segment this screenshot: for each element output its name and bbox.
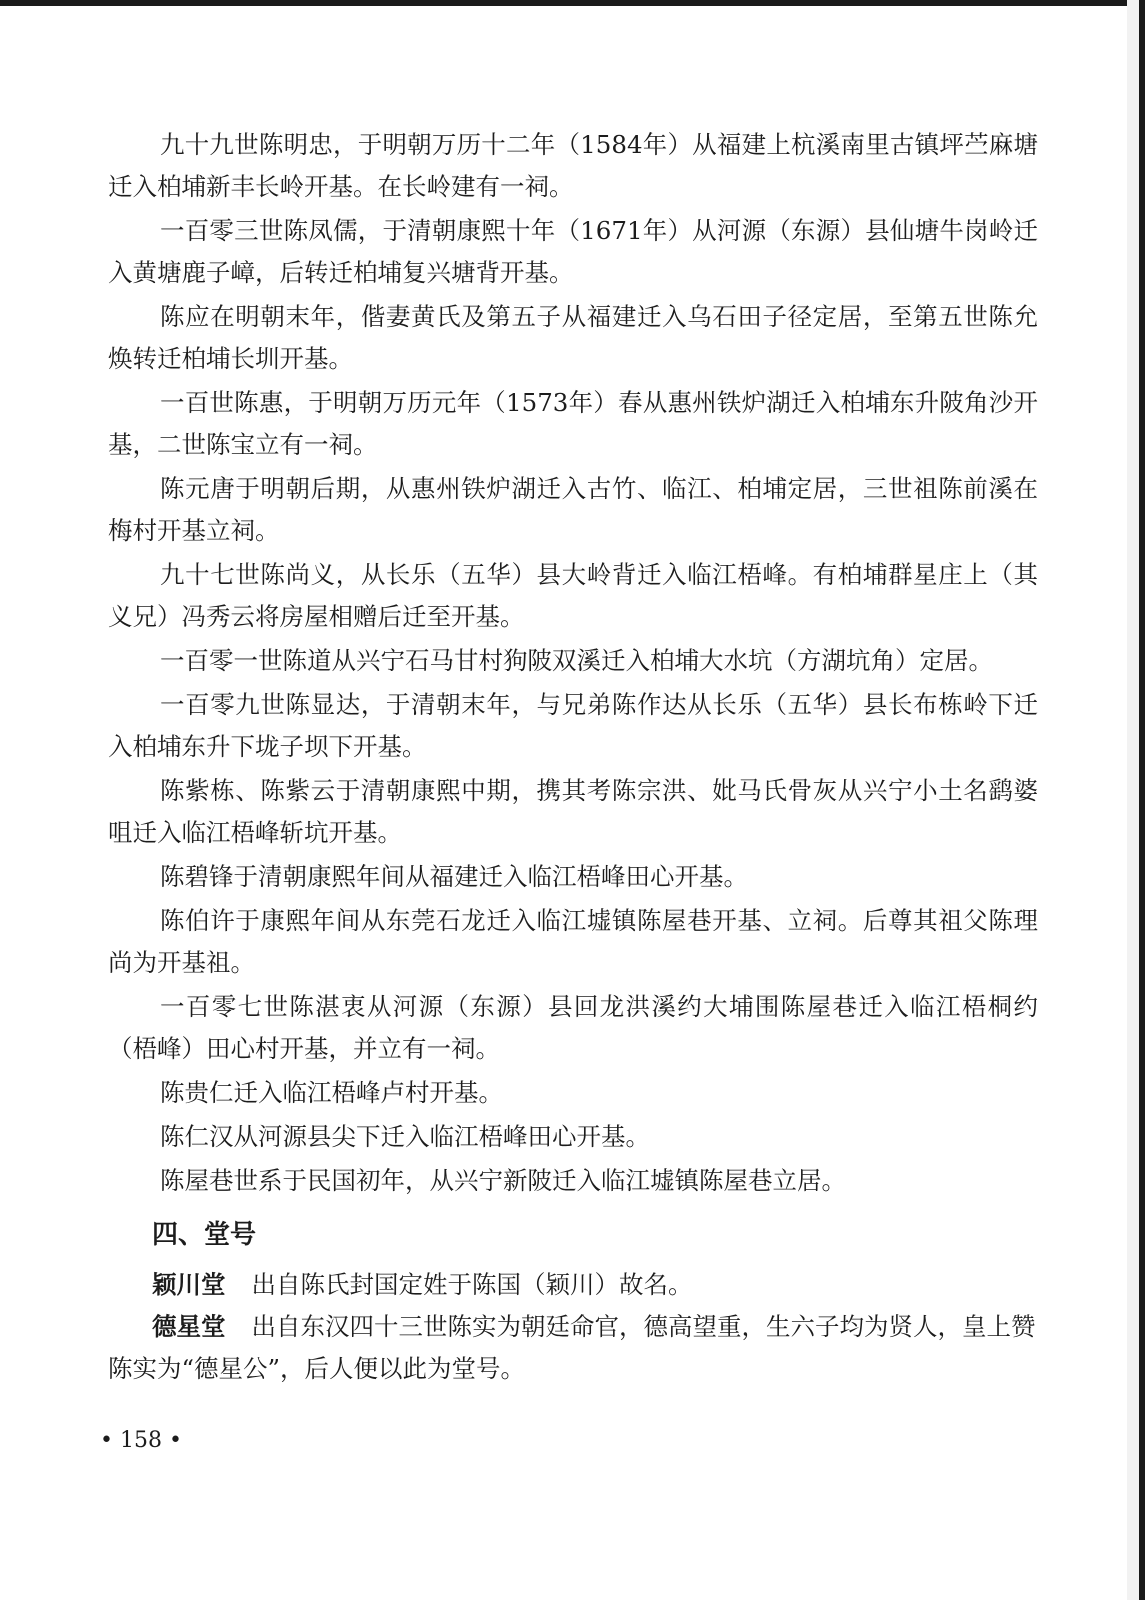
paragraph: 一百零七世陈湛衷从河源（东源）县回龙洪溪约大埔围陈屋巷迁入临江梧桐约（梧峰）田心村开基，并立有一祠。	[108, 992, 1038, 1063]
paragraph: 陈屋巷世系于民国初年，从兴宁新陂迁入临江墟镇陈屋巷立居。	[160, 1166, 846, 1195]
page-number: • 158 •	[100, 1428, 182, 1453]
paragraph: 陈元唐于明朝后期，从惠州铁炉湖迁入古竹、临江、柏埔定居，三世祖陈前溪在梅村开基立祠。	[108, 474, 1038, 545]
section-heading: 四、堂号	[152, 1220, 257, 1250]
paragraph: 一百零一世陈道从兴宁石马甘村狗陂双溪迁入柏埔大水坑（方湖坑角）定居。	[160, 646, 993, 675]
hall-name-entry	[108, 1264, 1038, 1306]
scan-right-edge	[1127, 0, 1145, 1600]
paragraph: 陈仁汉从河源县尖下迁入临江梧峰田心开基。	[160, 1122, 650, 1151]
hall-name: 德星堂	[152, 1312, 226, 1341]
paragraph: 陈贵仁迁入临江梧峰卢村开基。	[160, 1078, 503, 1107]
paragraph: 九十七世陈尚义，从长乐（五华）县大岭背迁入临江梧峰。有柏埔群星庄上（其义兄）冯秀云将房屋相赠后迁至开基。	[108, 560, 1038, 631]
paragraph: 一百零九世陈显达，于清朝末年，与兄弟陈作达从长乐（五华）县长布栋岭下迁入柏埔东升下垅子坝下开基。	[108, 690, 1038, 761]
paragraph: 陈紫栋、陈紫云于清朝康熙中期，携其考陈宗洪、妣马氏骨灰从兴宁小土名鹞婆咀迁入临江梧峰斩坑开基。	[108, 776, 1038, 847]
paragraph: 九十九世陈明忠，于明朝万历十二年（1584年）从福建上杭溪南里古镇坪苎麻塘迁入柏埔新丰长岭开基。在长岭建有一祠。	[108, 130, 1038, 201]
paragraph: 一百零三世陈凤儒，于清朝康熙十年（1671年）从河源（东源）县仙塘牛岗岭迁入黄塘鹿子嶂，后转迁柏埔复兴塘背开基。	[108, 216, 1038, 287]
hall-name-entry	[108, 1306, 1038, 1390]
hall-description: 出自东汉四十三世陈实为朝廷命官，德高望重，生六子均为贤人，皇上赞陈实为“德星公”，后人便以此为堂号。	[108, 1312, 1036, 1383]
paragraph: 陈应在明朝末年，偕妻黄氏及第五子从福建迁入乌石田子径定居，至第五世陈允焕转迁柏埔长圳开基。	[108, 302, 1038, 373]
paragraph: 陈碧锋于清朝康熙年间从福建迁入临江梧峰田心开基。	[160, 862, 748, 891]
scan-top-edge	[0, 0, 1145, 6]
paragraph: 陈伯许于康熙年间从东莞石龙迁入临江墟镇陈屋巷开基、立祠。后尊其祖父陈理尚为开基祖。	[108, 906, 1038, 977]
hall-name: 颖川堂	[152, 1270, 226, 1299]
paragraph: 一百世陈惠，于明朝万历元年（1573年）春从惠州铁炉湖迁入柏埔东升陂角沙开基，二世陈宝立有一祠。	[108, 388, 1038, 459]
hall-description: 出自陈氏封国定姓于陈国（颖川）故名。	[251, 1270, 693, 1299]
body-text	[108, 124, 1038, 1390]
